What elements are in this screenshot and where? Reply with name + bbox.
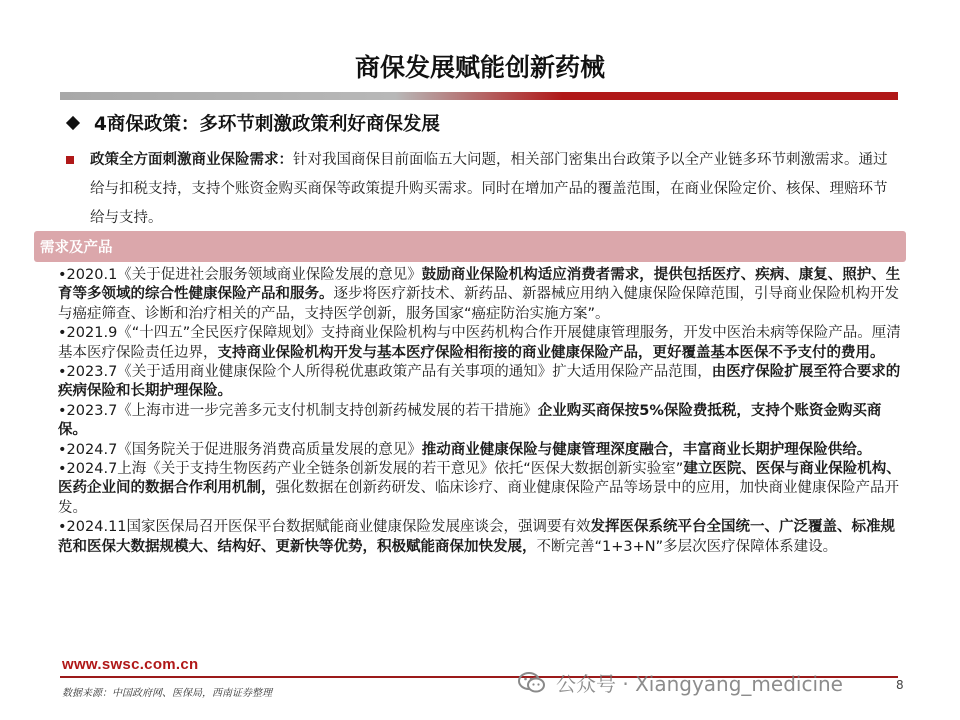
watermark-text: 公众号 · Xiangyang_medicine bbox=[556, 672, 843, 696]
square-bullet-icon bbox=[66, 156, 74, 164]
band-label: 需求及产品 bbox=[40, 240, 113, 256]
page-number: 8 bbox=[896, 678, 904, 692]
policy-highlight: 推动商业健康保险与健康管理深度融合，丰富商业长期护理保险供给。 bbox=[421, 441, 872, 458]
policy-item bbox=[58, 518, 904, 557]
policy-text: •2020.1《关于促进社会服务领域商业保险发展的意见》 bbox=[58, 267, 422, 283]
policy-highlight: 发挥医保系统平台全国统一、广泛覆盖、标准规范和医保大数据规模大、结构好、更新快等优势，积极赋能商保加快发展， bbox=[58, 519, 896, 555]
footer-url[interactable]: www.swsc.com.cn bbox=[62, 656, 199, 673]
policy-text: 不断完善“1+3+N”多层次医疗保障体系建设。 bbox=[536, 538, 838, 555]
policy-highlight: 支持商业保险机构开发与基本医疗保险相衔接的商业健康保险产品，更好覆盖基本医保不予支付的费用。 bbox=[217, 344, 885, 361]
page-title: 商保发展赋能创新药械 bbox=[354, 53, 605, 82]
policy-item bbox=[58, 324, 904, 363]
policy-highlight: 由医疗保险扩展至符合要求的疾病保险和长期护理保险。 bbox=[58, 364, 901, 400]
policy-item bbox=[58, 460, 904, 518]
policy-item bbox=[58, 402, 904, 441]
policy-highlight: 建立医院、医保与商业保险机构、医药企业间的数据合作利用机制， bbox=[58, 461, 901, 497]
diamond-bullet-icon bbox=[66, 116, 80, 130]
summary-paragraph bbox=[64, 146, 894, 233]
summary-body: 针对我国商保目前面临五大问题，相关部门密集出台政策予以全产业链多环节刺激需求。通过给与扣税支持，支持个账资金购买商保等政策提升购买需求。同时在增加产品的覆盖范围，在商业保险定价、核保、理赔环节给与支持。 bbox=[90, 152, 888, 226]
policy-item bbox=[58, 441, 904, 460]
watermark bbox=[518, 668, 843, 697]
policy-item bbox=[58, 363, 904, 402]
section-band bbox=[34, 231, 906, 262]
section-heading bbox=[64, 108, 440, 138]
summary-lead: 政策全方面刺激商业保险需求： bbox=[90, 152, 293, 168]
policy-text: 逐步将医疗新技术、新药品、新器械应用纳入健康保险保障范围，引导商业保险机构开发与癌症筛查、诊断和治疗相关的产品，支持医学创新，服务国家“癌症防治实施方案”。 bbox=[58, 286, 899, 322]
policy-text: •2023.7《上海市进一步完善多元支付机制支持创新药械发展的若干措施》 bbox=[58, 402, 538, 419]
policy-text: •2023.7《关于适用商业健康保险个人所得税优惠政策产品有关事项的通知》扩大适用保险产品范围， bbox=[58, 364, 712, 381]
policy-item bbox=[58, 266, 904, 324]
wechat-icon bbox=[518, 671, 546, 695]
policy-text: •2024.7上海《关于支持生物医药产业全链条创新发展的若干意见》依托“医保大数据创新实验室” bbox=[58, 461, 684, 478]
summary-text bbox=[64, 146, 894, 233]
policy-text: 强化数据在创新药研发、临床诊疗、商业健康保险产品等场景中的应用，加快商业健康保险产品开发。 bbox=[58, 480, 899, 516]
policy-highlight: 企业购买商保按5%保险费抵税，支持个账资金购买商保。 bbox=[58, 402, 882, 439]
policy-text: •2024.11国家医保局召开医保平台数据赋能商业健康保险发展座谈会，强调要有效 bbox=[58, 519, 591, 536]
footer-source: 数据来源：中国政府网、医保局，西南证券整理 bbox=[62, 688, 272, 699]
title-divider bbox=[60, 92, 898, 100]
policy-text: •2024.7《国务院关于促进服务消费高质量发展的意见》 bbox=[58, 441, 422, 458]
section-heading-text: 4商保政策：多环节刺激政策利好商保发展 bbox=[94, 114, 440, 135]
policy-list bbox=[58, 266, 904, 557]
policy-highlight: 鼓励商业保险机构适应消费者需求，提供包括医疗、疾病、康复、照护、生育等多领域的综合性健康保险产品和服务。 bbox=[58, 267, 901, 303]
policy-text: •2021.9《“十四五”全民医疗保障规划》支持商业保险机构与中医药机构合作开展健康管理服务，开发中医治未病等保险产品。厘清基本医疗保险责任边界， bbox=[58, 325, 901, 361]
